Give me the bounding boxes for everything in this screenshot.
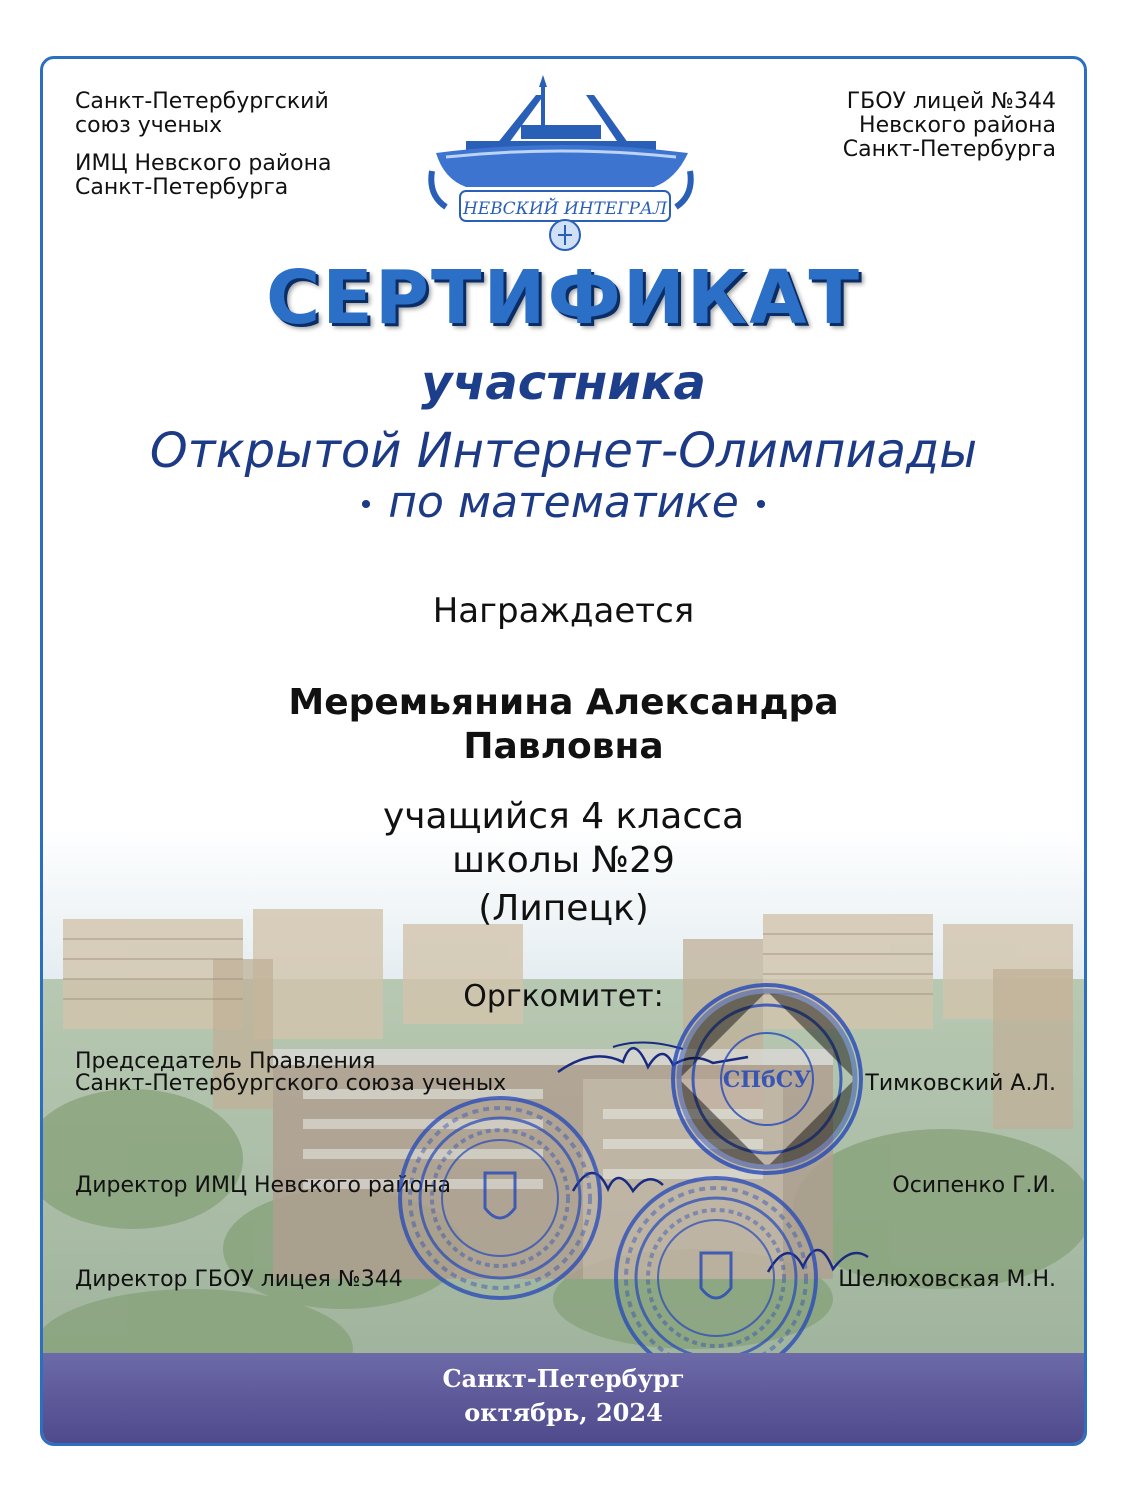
header-left-org1-line1: Санкт-Петербургский [75,89,329,114]
coat-of-arms-icon [701,1253,731,1298]
coat-of-arms-icon [485,1173,515,1218]
class-line: учащийся 4 класса [382,796,745,837]
signer2-name: Осипенко Г.И. [892,1173,1056,1198]
stamp-text: СПбСУ [722,1067,812,1093]
signer1-position-line2: Санкт-Петербургского союза ученых [75,1071,507,1096]
logo-text: НЕВСКИЙ ИНТЕГРАЛ [462,199,668,219]
city-line: (Липецк) [478,888,649,929]
signer2-position: Директор ИМЦ Невского района [75,1173,451,1198]
footer-city: Санкт-Петербург [442,1364,685,1393]
event-subject: по математике [388,477,739,528]
certificate-title: СЕРТИФИКАТ [265,255,862,341]
signer1-name: Тимковский А.Л. [865,1071,1056,1096]
spbsu-stamp [667,979,867,1179]
recipient-name-line2: Павловна [463,726,664,767]
header-right-line2: Невского района [859,113,1056,138]
event-title-line1: Открытой Интернет-Олимпиады [149,423,978,479]
footer-date: октябрь, 2024 [464,1398,663,1427]
header-left-org1-line2: союз ученых [75,113,223,138]
committee-label: Оргкомитет: [463,979,664,1014]
awarded-label: Награждается [432,591,695,631]
lyceum-stamp [611,1173,821,1383]
header-right-line3: Санкт-Петербурга [842,137,1056,162]
header-right-line1: ГБОУ лицей №344 [846,89,1056,114]
bullet-left-icon: • [357,488,375,522]
event-title-line2 [43,477,1084,528]
certificate-frame [40,56,1087,1446]
recipient-name-line1: Меремьянина Александра [288,682,839,723]
imc-stamp [395,1093,605,1303]
header-left-org2-line1: ИМЦ Невского района [75,151,332,176]
signer1-position-line1: Председатель Правления [75,1049,376,1074]
nevsky-integral-logo [426,75,696,251]
bullet-right-icon: • [752,488,770,522]
school-line: школы №29 [452,840,675,881]
header-left-org2-line2: Санкт-Петербурга [75,175,289,200]
certificate-subtitle: участника [421,355,706,411]
signer3-position: Директор ГБОУ лицея №344 [75,1267,403,1292]
signer3-name: Шелюховская М.Н. [838,1267,1056,1292]
